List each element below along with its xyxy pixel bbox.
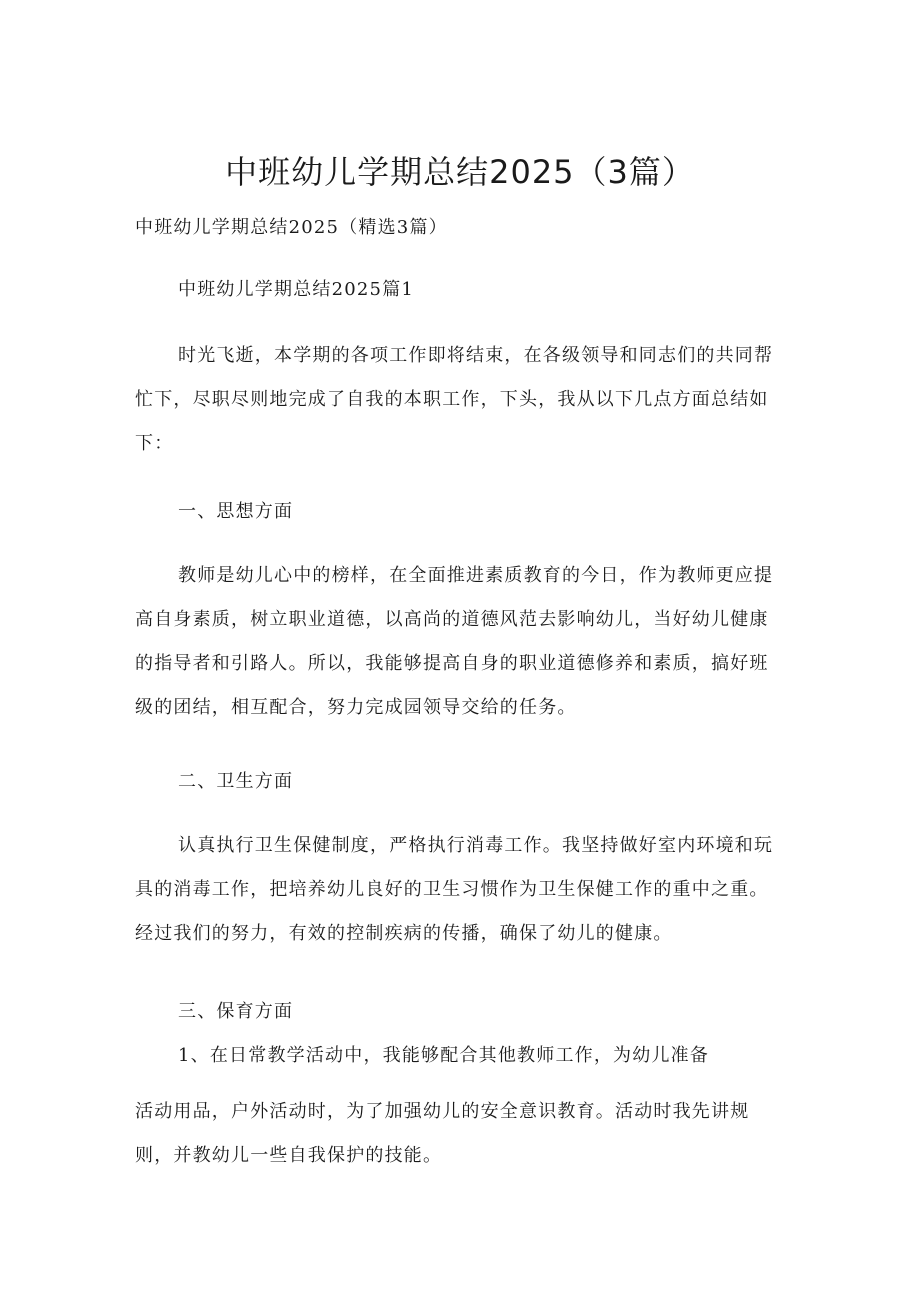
section-heading-hygiene: 二、卫生方面: [178, 771, 294, 792]
intro-paragraph: 时光飞逝，本学期的各项工作即将结束，在各级领导和同志们的共同帮忙下，尽职尽则地完成了自我的本职工作，下头，我从以下几点方面总结如下：: [135, 345, 774, 454]
section-heading-thought: 一、思想方面: [178, 501, 294, 522]
part-heading: 中班幼儿学期总结2025篇1: [178, 279, 415, 300]
section-body-hygiene: 认真执行卫生保健制度，严格执行消毒工作。我坚持做好室内环境和玩具的消毒工作，把培养幼儿良好的卫生习惯作为卫生保健工作的重中之重。经过我们的努力，有效的控制疾病的传播，确保了幼儿的健康。: [135, 835, 774, 944]
document-title: 中班幼儿学期总结2025（3篇）: [225, 153, 695, 191]
section-heading-care: 三、保育方面: [178, 1001, 294, 1022]
care-item-1-continued: 活动用品，户外活动时，为了加强幼儿的安全意识教育。活动时我先讲规则，并教幼儿一些自我保护的技能。: [135, 1101, 750, 1166]
care-item-1-first-line: 1、在日常教学活动中，我能够配合其他教师工作，为幼儿准备: [178, 1045, 710, 1066]
document-subtitle: 中班幼儿学期总结2025（精选3篇）: [135, 217, 448, 238]
section-body-thought: 教师是幼儿心中的榜样，在全面推进素质教育的今日，作为教师更应提高自身素质，树立职业道德，以高尚的道德风范去影响幼儿，当好幼儿健康的指导者和引路人。所以，我能够提高自身的职业道德修养和素质，搞好班级的团结，相互配合，努力完成园领导交给的任务。: [135, 565, 774, 718]
